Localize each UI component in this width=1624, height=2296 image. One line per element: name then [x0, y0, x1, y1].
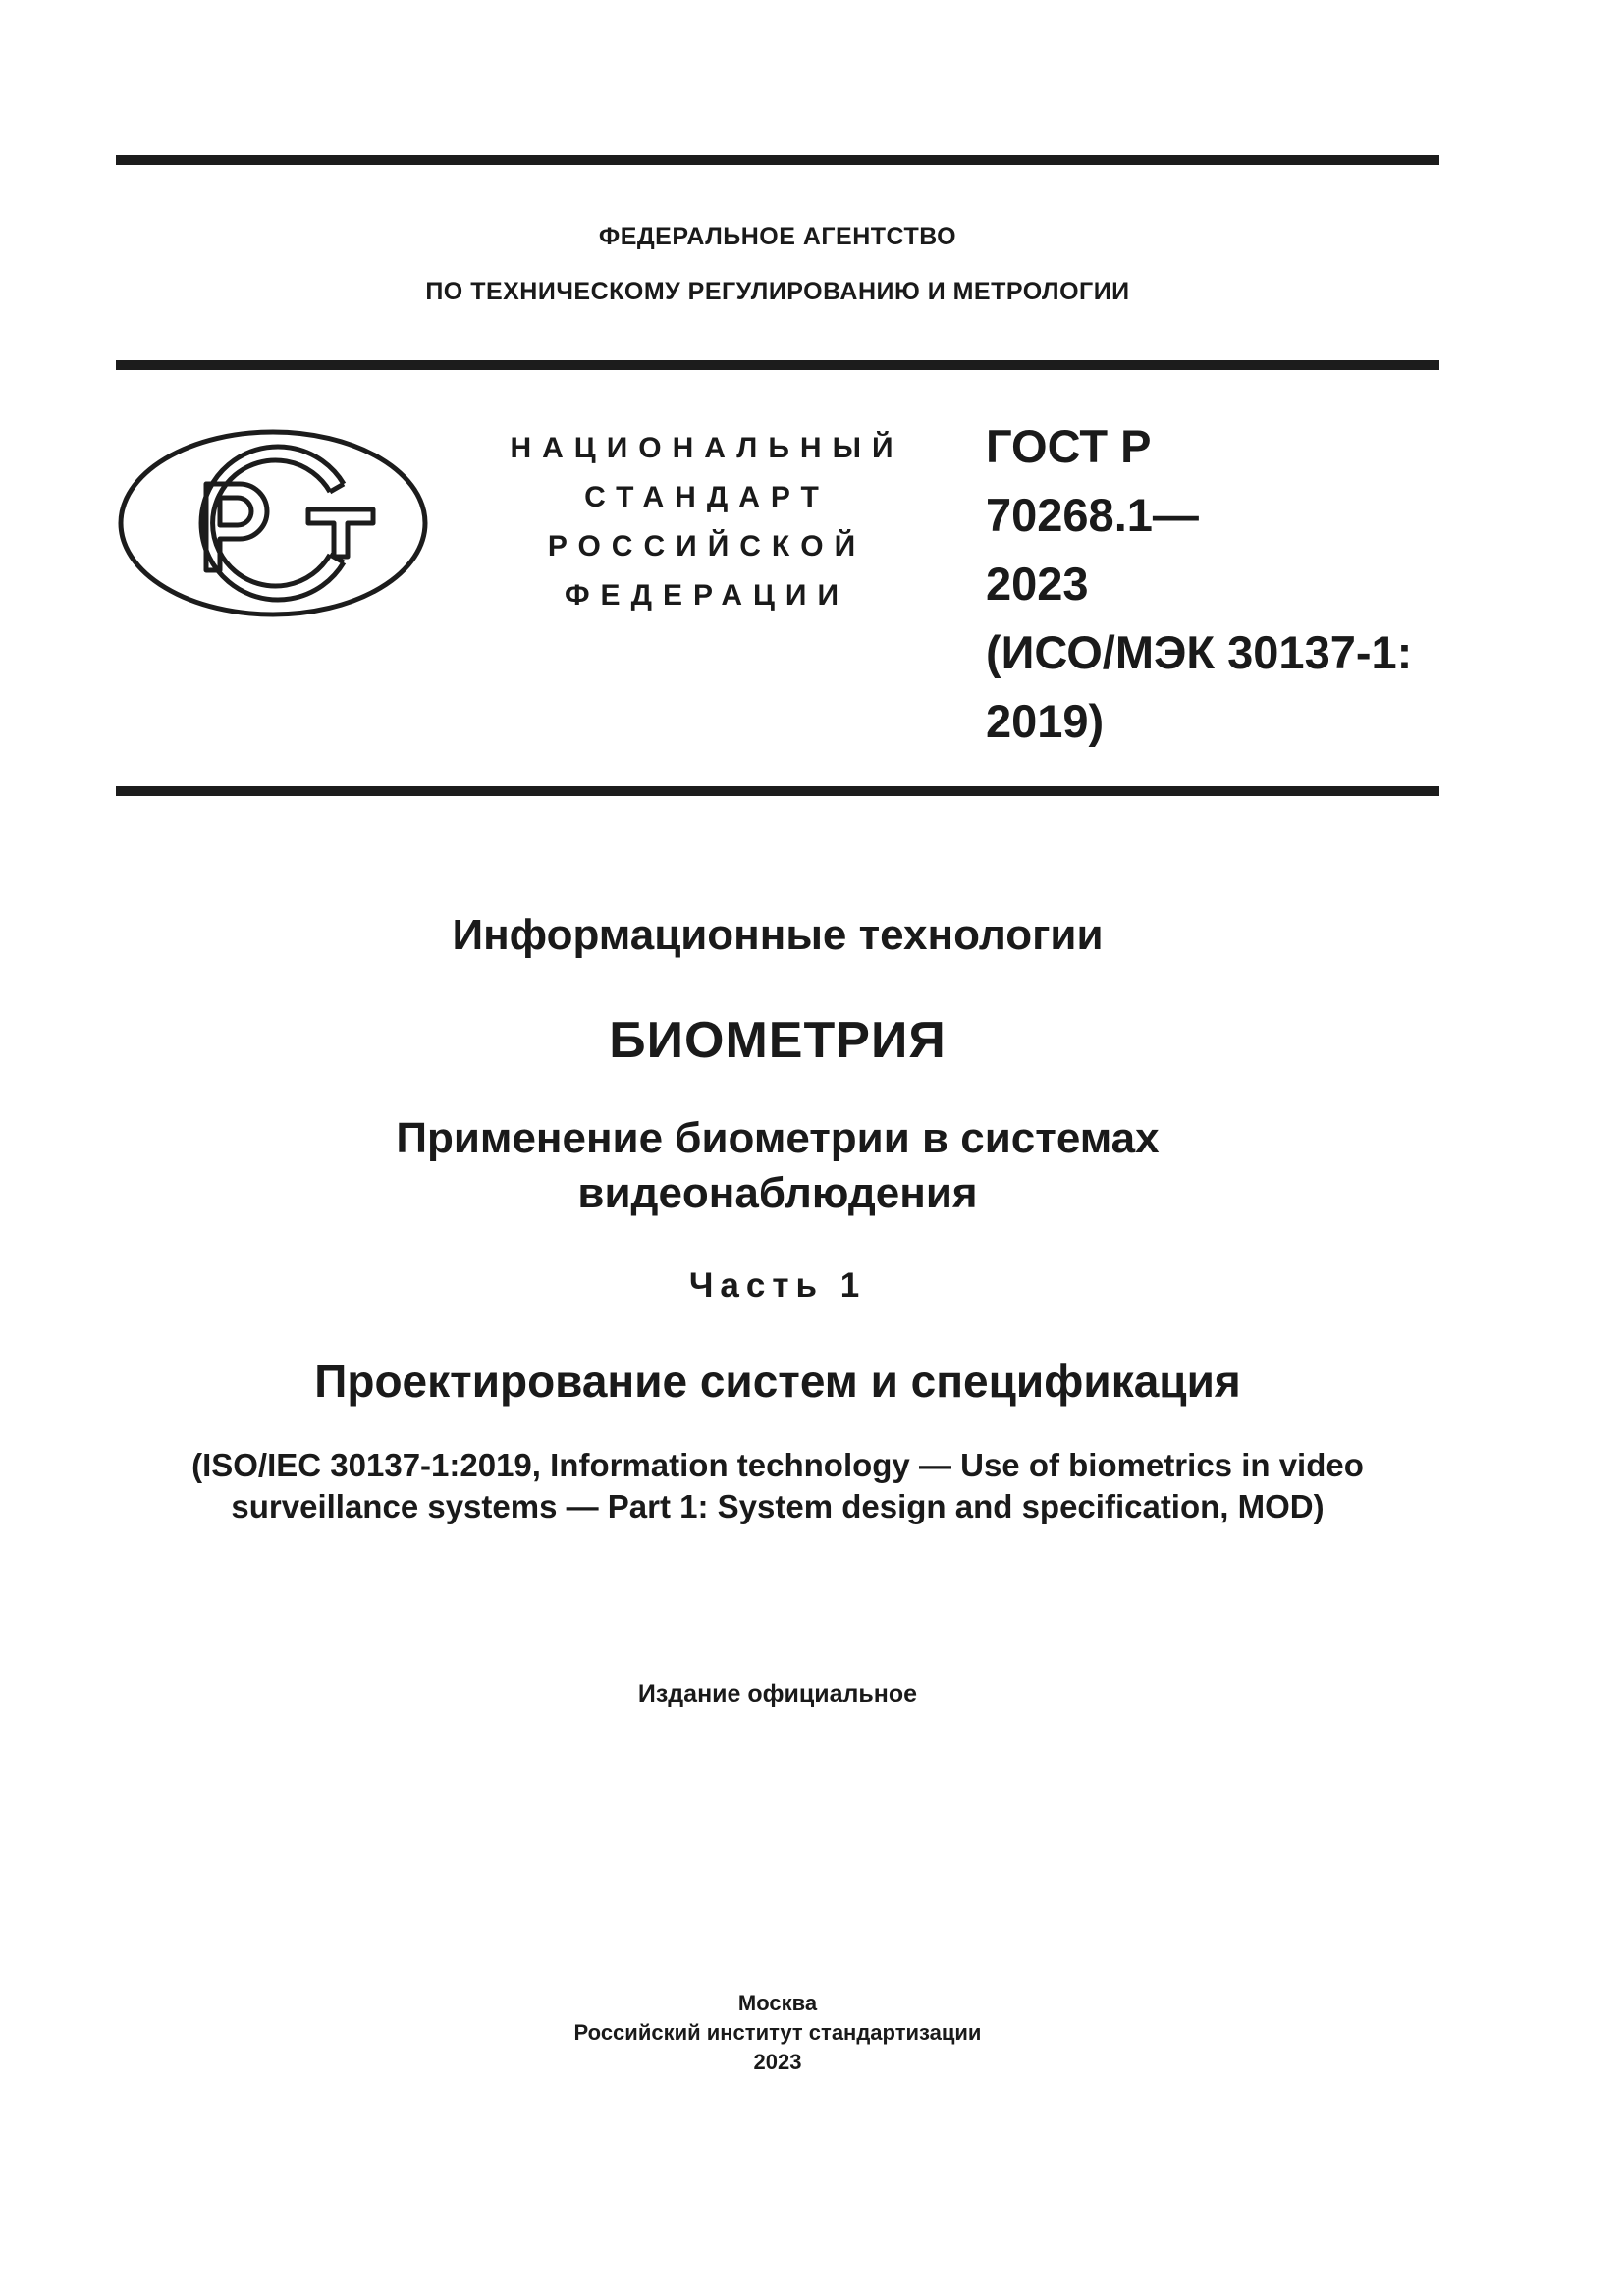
national-standard-line3: РОССИЙСКОЙ	[547, 530, 867, 562]
top-rule	[116, 155, 1439, 165]
agency-name-line2: ПО ТЕХНИЧЕСКОМУ РЕГУЛИРОВАНИЮ И МЕТРОЛОГИИ	[425, 278, 1130, 305]
designation-line2: 70268.1—	[986, 489, 1199, 541]
imprint-year: 2023	[753, 2050, 802, 2074]
designation-line1: ГОСТ Р	[986, 420, 1152, 472]
subtitle	[116, 1111, 1439, 1221]
title-rule	[116, 786, 1439, 796]
national-standard-label	[481, 424, 933, 620]
imprint-publisher: Российский институт стандартизации	[573, 2020, 982, 2045]
imprint	[116, 1989, 1439, 2077]
subtitle-line1: Применение биометрии в системах	[396, 1114, 1160, 1162]
subtitle-line2: видеонаблюдения	[577, 1169, 978, 1217]
imprint-city: Москва	[737, 1991, 818, 2015]
standard-designation	[986, 412, 1437, 756]
edition-label: Издание официальное	[637, 1681, 918, 1708]
agency-name-line1: ФЕДЕРАЛЬНОЕ АГЕНТСТВО	[598, 223, 957, 250]
series-title: Информационные технологии	[452, 911, 1104, 959]
designation-line4: (ИСО/МЭК 30137-1:	[986, 626, 1413, 678]
international-reference	[116, 1445, 1439, 1527]
international-reference-line1: (ISO/IEC 30137-1:2019, Information technology — Use of biometrics in video	[191, 1447, 1364, 1483]
part-title: Проектирование систем и спецификация	[314, 1356, 1241, 1407]
designation-line5: 2019)	[986, 695, 1105, 747]
designation-line3: 2023	[986, 558, 1089, 610]
part-number: Часть 1	[688, 1266, 867, 1305]
national-standard-line4: ФЕДЕРАЦИИ	[564, 579, 850, 612]
header-rule	[116, 360, 1439, 370]
international-reference-line2: surveillance systems — Part 1: System design and specification, MOD)	[231, 1488, 1325, 1524]
rst-logo-icon	[116, 425, 430, 621]
topic-title: БИОМЕТРИЯ	[609, 1012, 947, 1069]
national-standard-line2: СТАНДАРТ	[584, 481, 830, 513]
national-standard-line1: НАЦИОНАЛЬНЫЙ	[510, 432, 904, 464]
